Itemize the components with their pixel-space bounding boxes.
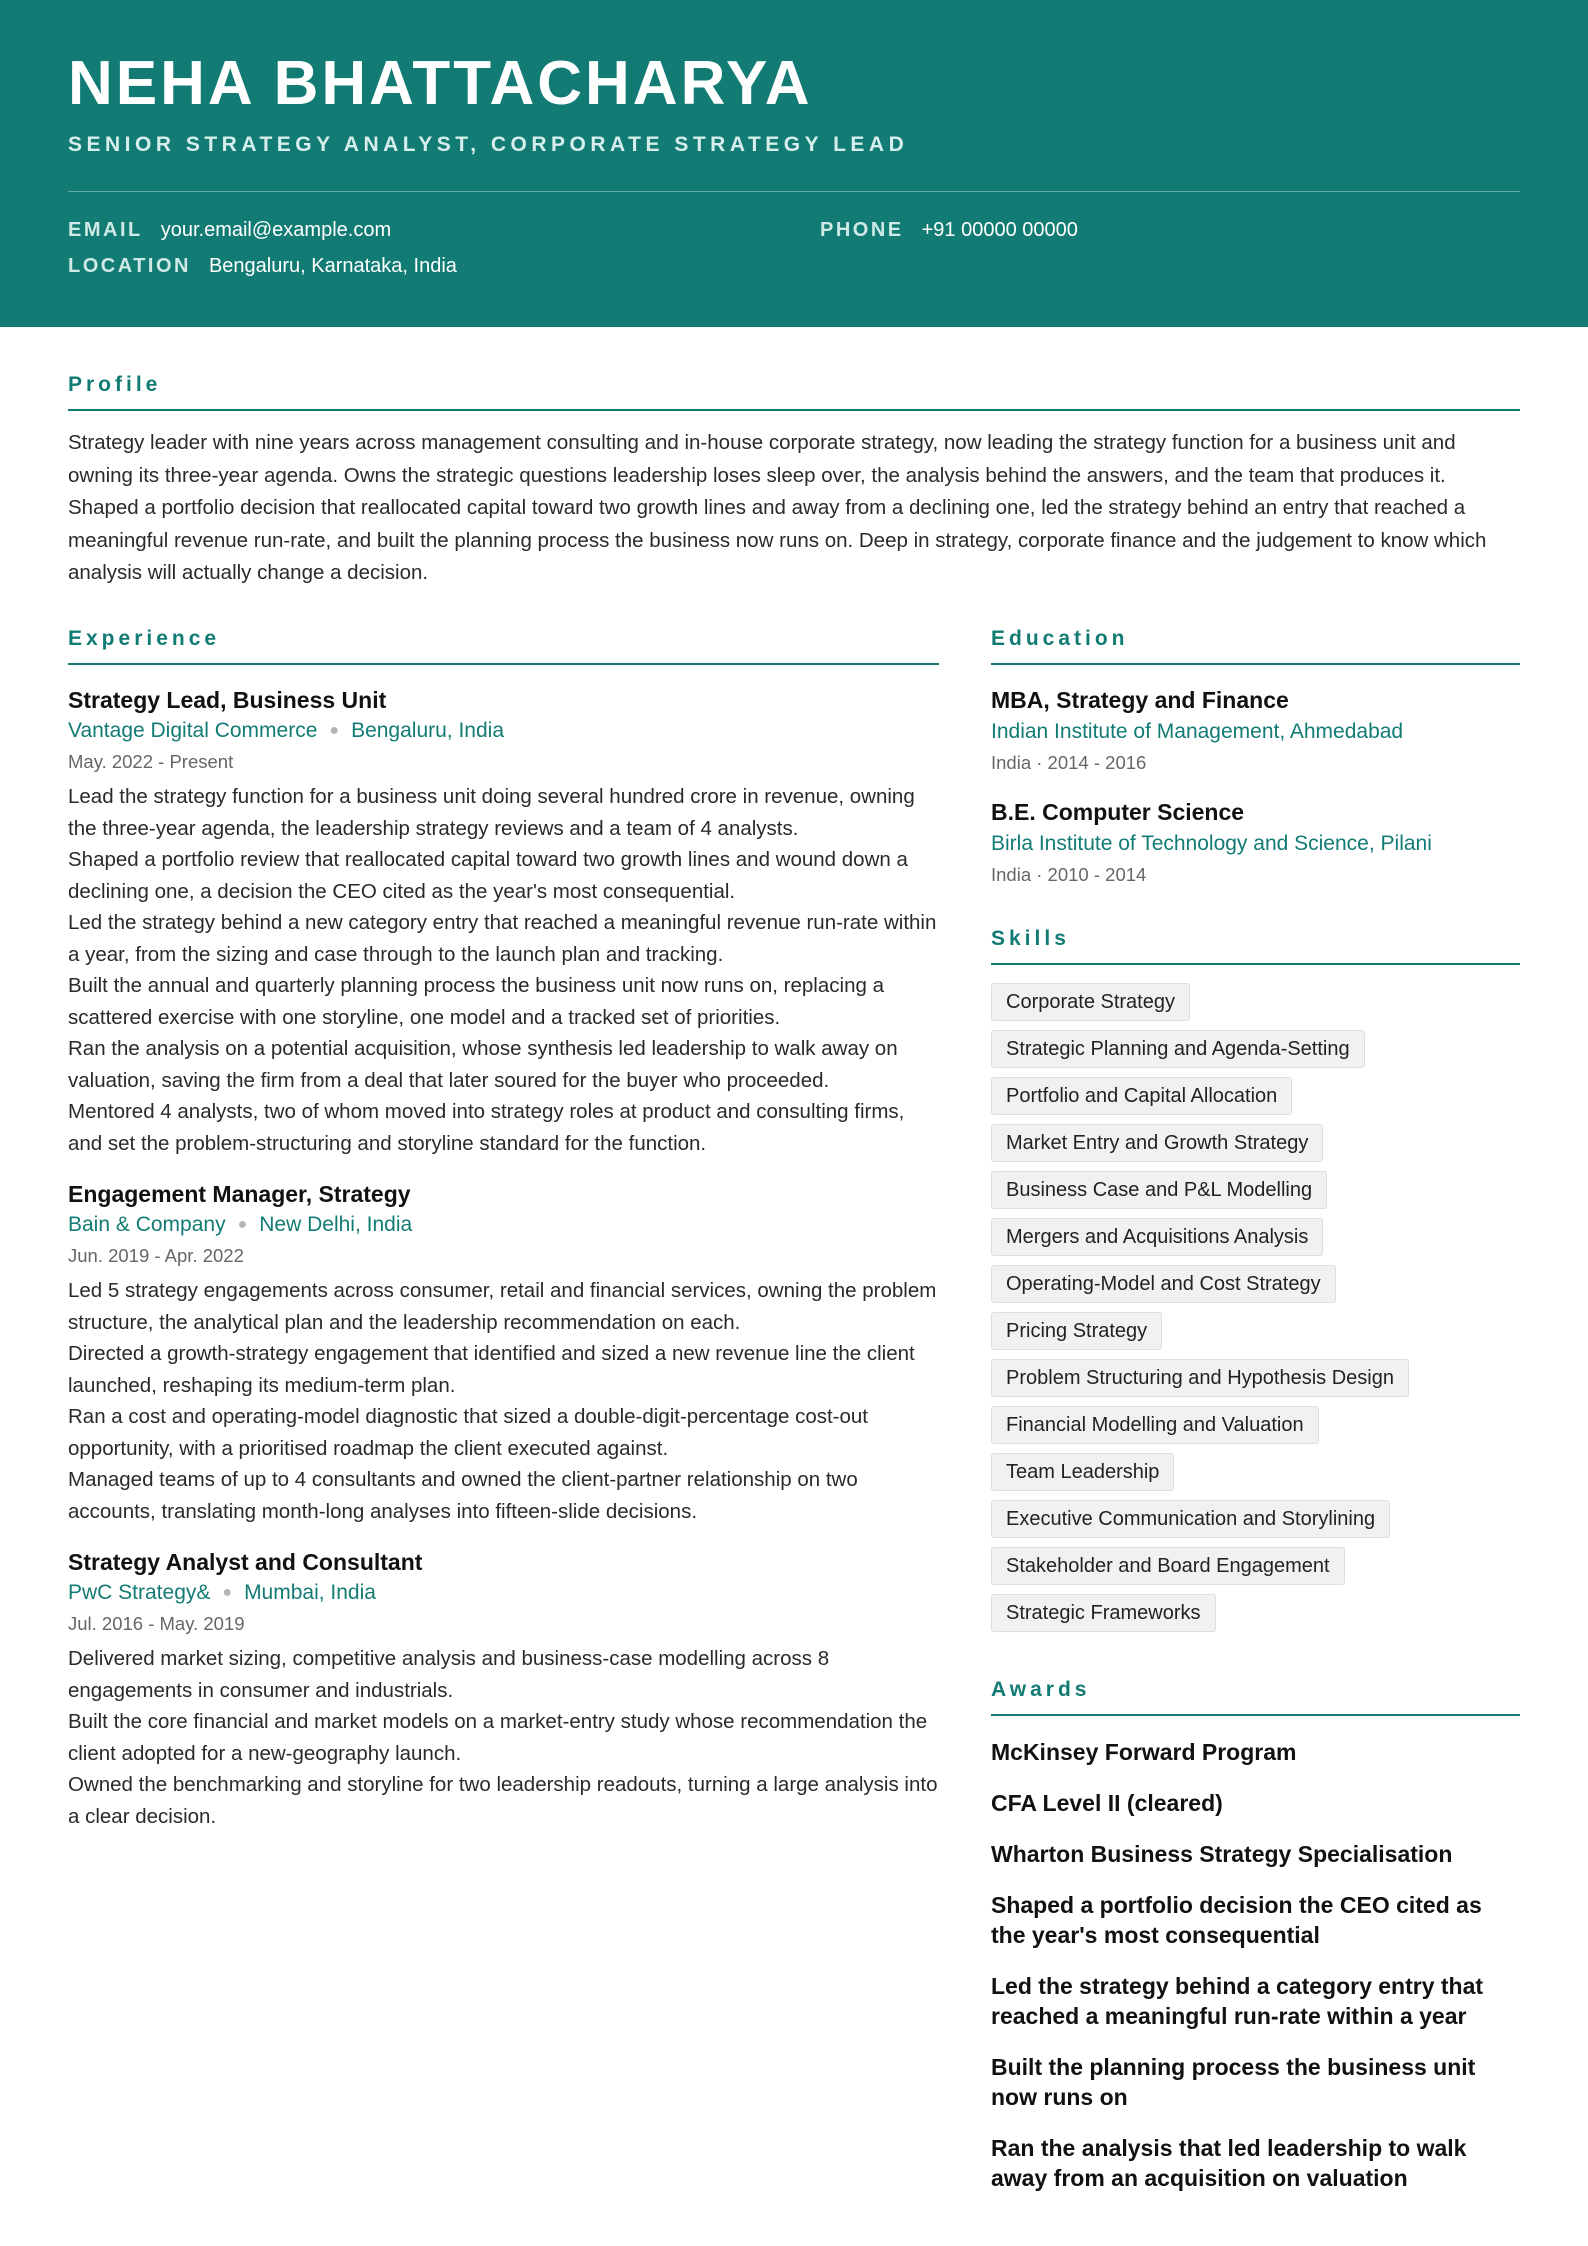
contact-location — [68, 255, 457, 278]
skills-heading: Skills — [991, 927, 1520, 965]
awards-list — [991, 1737, 1520, 2193]
education-degree: MBA, Strategy and Finance — [991, 687, 1289, 713]
job-bullets — [68, 1275, 939, 1527]
job-bullet: Mentored 4 analysts, two of whom moved into strategy roles at product and consulting firms, and set the problem-structuring and storyline standard for the function. — [68, 1100, 905, 1155]
job-title: Strategy Lead, Business Unit — [68, 687, 387, 713]
candidate-title: SENIOR STRATEGY ANALYST, CORPORATE STRATEGY LEAD — [68, 133, 909, 156]
education-institution: Birla Institute of Technology and Science, Pilani — [991, 832, 1432, 855]
profile-heading: Profile — [68, 373, 1520, 411]
awards-heading: Awards — [991, 1678, 1520, 1716]
job-meta — [68, 1209, 939, 1241]
phone-label: PHONE — [820, 219, 904, 241]
job-bullet: Directed a growth-strategy engagement that identified and sized a new revenue line the client launched, reshaping its medium-term plan. — [68, 1342, 915, 1397]
award-item: Led the strategy behind a category entry that reached a meaningful run-rate within a year — [991, 1973, 1484, 2029]
contact-phone — [820, 219, 1078, 242]
separator-dot-icon: ● — [237, 1216, 248, 1233]
job-company: Vantage Digital Commerce — [68, 719, 318, 742]
separator-dot-icon: ● — [222, 1584, 233, 1601]
job-location: Mumbai, India — [244, 1581, 376, 1604]
contact-email — [68, 219, 391, 242]
education-meta: India · 2010 - 2014 — [991, 864, 1147, 885]
award-item: Wharton Business Strategy Specialisation — [991, 1841, 1453, 1867]
job-entry — [68, 1547, 939, 1832]
skill-tag: Strategic Planning and Agenda-Setting — [991, 1030, 1365, 1068]
job-dates: Jul. 2016 - May. 2019 — [68, 1613, 245, 1634]
job-company: PwC Strategy& — [68, 1581, 211, 1604]
job-bullets — [68, 1643, 939, 1832]
resume-header — [0, 0, 1588, 327]
profile-section — [68, 373, 1520, 590]
award-item: McKinsey Forward Program — [991, 1739, 1297, 1765]
education-institution: Indian Institute of Management, Ahmedabad — [991, 720, 1404, 743]
skill-tag: Portfolio and Capital Allocation — [991, 1077, 1292, 1115]
job-title: Engagement Manager, Strategy — [68, 1181, 411, 1207]
profile-text: Strategy leader with nine years across management consulting and in-house corporate strategy, now leading the strategy function for a business unit and owning its three-year agenda. Owns the strategic questions leadership loses sleep over, the analysis behind the answers, and the team that produces it. Shaped a portfolio decision that reallocated capital toward two growth lines and away from a declining one, led the strategy behind an entry that reached a meaningful revenue run-rate, and built the planning process the business now runs on. Deep in strategy, corporate finance and the judgement to know which analysis will actually change a decision. — [68, 431, 1487, 584]
skill-tag: Financial Modelling and Valuation — [991, 1406, 1319, 1444]
job-entry — [68, 1179, 939, 1527]
job-bullet: Managed teams of up to 4 consultants and owned the client-partner relationship on two accounts, translating month-long analyses into fifteen-slide decisions. — [68, 1468, 858, 1523]
separator-dot-icon: ● — [329, 722, 340, 739]
location-value: Bengaluru, Karnataka, India — [208, 255, 457, 277]
candidate-name: NEHA BHATTACHARYA — [68, 49, 813, 118]
skills-list — [991, 983, 1520, 1632]
award-item: Built the planning process the business unit now runs on — [991, 2054, 1476, 2110]
education-entry — [991, 685, 1520, 777]
skill-tag: Strategic Frameworks — [991, 1594, 1216, 1632]
job-bullet: Ran the analysis on a potential acquisition, whose synthesis led leadership to walk away on valuation, saving the firm from a deal that later soured for the buyer who proceeded. — [68, 1037, 898, 1092]
job-location: Bengaluru, India — [351, 719, 505, 742]
skill-tag: Pricing Strategy — [991, 1312, 1162, 1350]
award-item: Ran the analysis that led leadership to walk away from an acquisition on valuation — [991, 2135, 1467, 2191]
sidebar-column — [991, 627, 1520, 2193]
award-item: CFA Level II (cleared) — [991, 1790, 1223, 1816]
skill-tag: Mergers and Acquisitions Analysis — [991, 1218, 1323, 1256]
skill-tag: Business Case and P&L Modelling — [991, 1171, 1327, 1209]
award-item: Shaped a portfolio decision the CEO cited as the year's most consequential — [991, 1892, 1482, 1948]
education-entry — [991, 797, 1520, 889]
location-label: LOCATION — [68, 255, 191, 277]
job-dates: May. 2022 - Present — [68, 751, 234, 772]
education-degree: B.E. Computer Science — [991, 799, 1245, 825]
job-bullet: Shaped a portfolio review that reallocated capital toward two growth lines and wound down a declining one, a decision the CEO cited as the year's most consequential. — [68, 848, 908, 903]
job-bullet: Ran a cost and operating-model diagnostic that sized a double-digit-percentage cost-out opportunity, with a prioritised roadmap the client executed against. — [68, 1405, 868, 1460]
skill-tag: Market Entry and Growth Strategy — [991, 1124, 1323, 1162]
job-bullets — [68, 781, 939, 1159]
email-value: your.email@example.com — [160, 219, 392, 241]
skill-tag: Corporate Strategy — [991, 983, 1190, 1021]
job-meta — [68, 1577, 939, 1609]
job-location: New Delhi, India — [259, 1213, 413, 1236]
job-bullet: Delivered market sizing, competitive analysis and business-case modelling across 8 engagements in consumer and industrials. — [68, 1647, 830, 1702]
education-list — [991, 685, 1520, 889]
skill-tag: Team Leadership — [991, 1453, 1174, 1491]
skill-tag: Operating-Model and Cost Strategy — [991, 1265, 1336, 1303]
job-bullet: Owned the benchmarking and storyline for two leadership readouts, turning a large analysis into a clear decision. — [68, 1773, 938, 1828]
job-title: Strategy Analyst and Consultant — [68, 1549, 423, 1575]
education-meta: India · 2014 - 2016 — [991, 752, 1147, 773]
skill-tag: Problem Structuring and Hypothesis Design — [991, 1359, 1409, 1397]
header-divider — [68, 191, 1520, 192]
phone-value: +91 00000 00000 — [921, 219, 1078, 241]
job-bullet: Led the strategy behind a new category entry that reached a meaningful revenue run-rate within a year, from the sizing and case through to the launch plan and tracking. — [68, 911, 937, 966]
skill-tag: Stakeholder and Board Engagement — [991, 1547, 1345, 1585]
job-bullet: Led 5 strategy engagements across consumer, retail and financial services, owning the problem structure, the analytical plan and the leadership recommendation on each. — [68, 1279, 937, 1334]
experience-section — [68, 627, 939, 1832]
job-dates: Jun. 2019 - Apr. 2022 — [68, 1245, 244, 1266]
education-heading: Education — [991, 627, 1520, 665]
email-label: EMAIL — [68, 219, 143, 241]
experience-heading: Experience — [68, 627, 939, 665]
job-bullet: Built the annual and quarterly planning process the business unit now runs on, replacing a scattered exercise with one storyline, one model and a tracked set of priorities. — [68, 974, 884, 1029]
skill-tag: Executive Communication and Storylining — [991, 1500, 1390, 1538]
job-meta — [68, 715, 939, 747]
job-bullet: Built the core financial and market models on a market-entry study whose recommendation the client adopted for a new-geography launch. — [68, 1710, 928, 1765]
job-company: Bain & Company — [68, 1213, 226, 1236]
job-entry — [68, 685, 939, 1159]
job-bullet: Lead the strategy function for a business unit doing several hundred crore in revenue, owning the three-year agenda, the leadership strategy reviews and a team of 4 analysts. — [68, 785, 915, 840]
job-list — [68, 685, 939, 1832]
